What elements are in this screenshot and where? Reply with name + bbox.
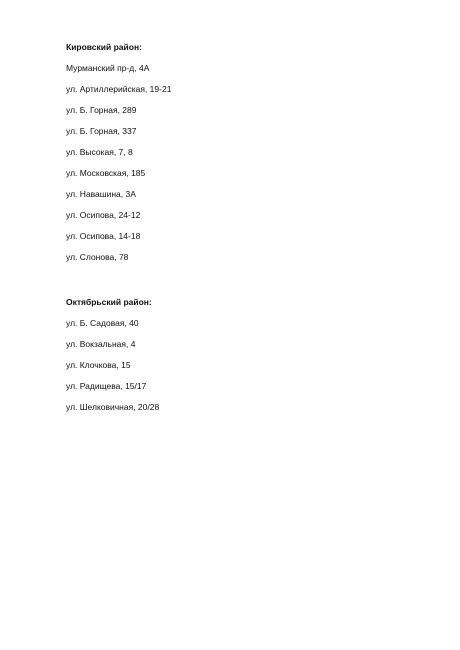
address-item: ул. Б. Горная, 337	[66, 126, 137, 136]
address-item: ул. Осипова, 24-12	[66, 210, 141, 220]
address-list	[66, 317, 426, 414]
address-item: ул. Шелковичная, 20/28	[66, 402, 160, 412]
address-item: ул. Слонова, 78	[66, 252, 129, 262]
district-section-oktyabrsky	[66, 296, 426, 422]
address-item: ул. Радищева, 15/17	[66, 381, 147, 391]
district-heading: Октябрьский район:	[66, 297, 152, 307]
address-item: ул. Б. Горная, 289	[66, 105, 137, 115]
address-item: ул. Б. Садовая, 40	[66, 318, 139, 328]
address-item: ул. Московская, 185	[66, 168, 146, 178]
district-section-kirovsky	[66, 41, 426, 272]
address-item: ул. Осипова, 14-18	[66, 231, 141, 241]
address-item: ул. Клочкова, 15	[66, 360, 131, 370]
address-item: ул. Высокая, 7, 8	[66, 147, 133, 157]
address-item: ул. Артиллерийская, 19-21	[66, 84, 172, 94]
address-item: ул. Навашина, 3А	[66, 189, 136, 199]
address-item: Мурманский пр-д, 4А	[66, 63, 150, 73]
address-list	[66, 62, 426, 264]
district-heading: Кировский район:	[66, 42, 142, 52]
address-item: ул. Вокзальная, 4	[66, 339, 136, 349]
